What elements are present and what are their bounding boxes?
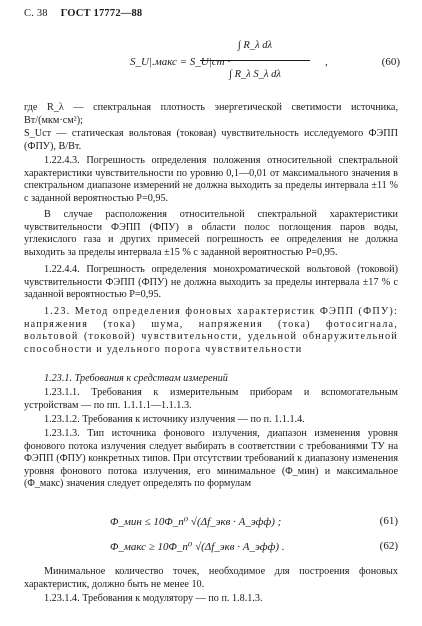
formula-60-numerator: ∫ R_λ dλ xyxy=(237,40,273,51)
page-header xyxy=(24,8,142,19)
formula-60-lhs: S_U|.макс = S_U|ст · xyxy=(130,56,231,68)
paragraph-1-22-4-3: 1.22.4.3. Погрешность определения положения относительной спектральной характеристики чувствительности по уровню 0,1—0,01 от максимального значения в спектральном диапазоне измерений не должна выходить за пределы интервала ±11 % с заданной вероятностью P=0,95. xyxy=(24,155,398,204)
formula-60-denominator: ∫ R_λ S_λ dλ xyxy=(229,69,281,80)
page-number: С. 38 xyxy=(24,8,48,19)
legend-sust: S_Uст — статическая вольтовая (токовая) чувствительность исследуемого ФЭПП (ФПУ), В/Вт. xyxy=(24,128,398,152)
formula-60-number: (60) xyxy=(381,56,400,68)
formula-62 xyxy=(24,538,398,558)
fraction-bar xyxy=(200,60,310,61)
paragraph-1-23-1-2: 1.23.1.2. Требования к источнику излучения — по п. 1.1.1.4. xyxy=(44,414,305,425)
formula-60-comma: , xyxy=(325,56,328,68)
paragraph-1-23-1-1: 1.23.1.1. Требования к измерительным приборам и вспомогательным устройствам — по пп. 1.1.1.1—1.1.1.3. xyxy=(24,387,398,411)
paragraph-water-bands: В случае расположения относительной спектральной характеристики чувствительности ФЭПП (ФПУ) в области полос поглощения паров воды, углекислого газа и других примесей погрешность ее определения не должна выходить за пределы интервала ±15 % с заданной вероятностью P=0,95. xyxy=(24,209,398,258)
legend-rlambda: где R_λ — спектральная плотность энергетической светимости источника, Вт/(мкм·см²); xyxy=(24,102,398,126)
formula-62-number: (62) xyxy=(379,540,398,552)
formula-61-expression: Φ_мин ≤ 10Φ_п⁰ √(Δf_экв · A_эфф) ; xyxy=(110,516,282,528)
formula-61-number: (61) xyxy=(379,515,398,527)
paragraph-1-22-4-4: 1.22.4.4. Погрешность определения монохроматической вольтовой (токовой) чувствительности ФЭПП (ФПУ) не должна выходить за пределы интервала ±17 % с заданной вероятностью P=0,95. xyxy=(24,264,398,300)
paragraph-1-23-1-4: 1.23.1.4. Требования к модулятору — по п. 1.8.1.3. xyxy=(44,593,263,604)
formula-61 xyxy=(24,513,398,533)
formula-62-expression: Φ_макс ≥ 10Φ_п⁰ √(Δf_экв · A_эфф) . xyxy=(110,541,285,553)
paragraph-min-points: Минимальное количество точек, необходимое для построения фоновых характеристик, должно быть не менее 10. xyxy=(24,566,398,590)
paragraph-1-23: 1.23. Метод определения фоновых характеристик ФЭПП (ФПУ): напряжения (тока) шума, напряжения (тока) фотосигнала, вольтовой (токовой) чувствительности, удельной обнаружительной способности и удельного порога чувствительности xyxy=(24,306,398,355)
paragraph-1-23-1-3: 1.23.1.3. Тип источника фонового излучения, диапазон изменения уровня фонового потока излучения следует выбирать в соответствии с требованиями ТУ на ФЭПП (ФПУ) конкретных типов. При отсутствии требований к диапазону изменения уровня фонового потока излучения, его минимальное (Φ_мин) и максимальное (Φ_макс) значения следует определять по формулам xyxy=(24,428,398,489)
formula-60-fraction xyxy=(200,34,310,87)
paragraph-1-23-1: 1.23.1. Требования к средствам измерений xyxy=(44,373,228,384)
standard-title: ГОСТ 17772—88 xyxy=(60,8,143,19)
formula-60 xyxy=(130,32,400,94)
